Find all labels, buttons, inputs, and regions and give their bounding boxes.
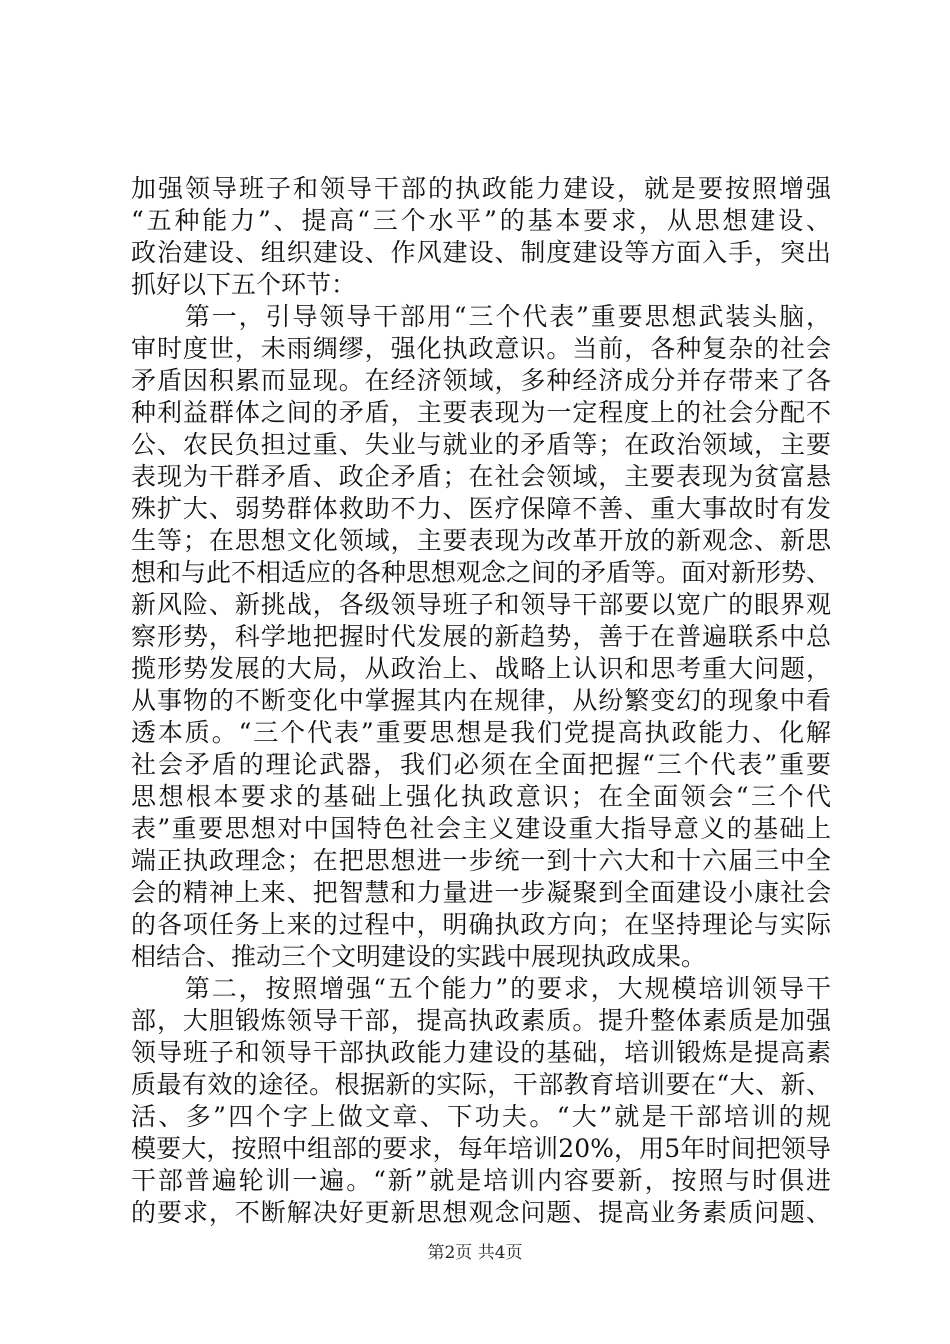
- text-line: 生等；在思想文化领域，主要表现为改革开放的新观念、新思: [131, 526, 831, 555]
- text-line: 第一，引导领导干部用“三个代表”重要思想武装头脑，: [131, 302, 831, 331]
- text-line: 的要求，不断解决好更新思想观念问题、提高业务素质问题、: [131, 1198, 831, 1227]
- text-line: 政治建设、组织建设、作风建设、制度建设等方面入手，突出: [131, 238, 831, 267]
- text-line: 抓好以下五个环节：: [131, 270, 357, 299]
- text-line: 从事物的不断变化中掌握其内在规律，从纷繁变幻的现象中看: [131, 686, 831, 715]
- text-line: 干部普遍轮训一遍。“新”就是培训内容要新，按照与时俱进: [131, 1166, 831, 1195]
- text-line: 矛盾因积累而显现。在经济领域，多种经济成分并存带来了各: [131, 366, 831, 395]
- text-line: 部，大胆锻炼领导干部，提高执政素质。提升整体素质是加强: [131, 1006, 831, 1035]
- text-line: 表现为干群矛盾、政企矛盾；在社会领域，主要表现为贫富悬: [131, 462, 831, 491]
- text-line: 察形势，科学地把握时代发展的新趋势，善于在普遍联系中总: [131, 622, 831, 651]
- text-line: 领导班子和领导干部执政能力建设的基础，培训锻炼是提高素: [131, 1038, 831, 1067]
- text-line: 相结合、推动三个文明建设的实践中展现执政成果。: [131, 942, 707, 971]
- text-line: 活、多”四个字上做文章、下功夫。“大”就是干部培训的规: [131, 1102, 831, 1131]
- text-line: 质最有效的途径。根据新的实际，干部教育培训要在“大、新、: [131, 1070, 831, 1099]
- text-line: 审时度世，未雨绸缪，强化执政意识。当前，各种复杂的社会: [131, 334, 831, 363]
- text-line: “五种能力”、提高“三个水平”的基本要求，从思想建设、: [131, 206, 831, 235]
- text-line: 想和与此不相适应的各种思想观念之间的矛盾等。面对新形势、: [131, 558, 832, 587]
- text-line: 新风险、新挑战，各级领导班子和领导干部要以宽广的眼界观: [131, 590, 831, 619]
- text-line: 种利益群体之间的矛盾，主要表现为一定程度上的社会分配不: [131, 398, 831, 427]
- text-line: 社会矛盾的理论武器，我们必须在全面把握“三个代表”重要: [131, 750, 831, 779]
- text-line: 端正执政理念；在把思想进一步统一到十六大和十六届三中全: [131, 846, 831, 875]
- text-line: 思想根本要求的基础上强化执政意识；在全面领会“三个代: [131, 782, 831, 811]
- document-body: [131, 173, 831, 1229]
- text-line: 公、农民负担过重、失业与就业的矛盾等；在政治领域，主要: [131, 430, 831, 459]
- text-line: 加强领导班子和领导干部的执政能力建设，就是要按照增强: [131, 174, 831, 203]
- text-line: 会的精神上来、把智慧和力量进一步凝聚到全面建设小康社会: [131, 878, 831, 907]
- page-number-footer: 第2页 共4页: [427, 1243, 523, 1263]
- text-line: 透本质。“三个代表”重要思想是我们党提高执政能力、化解: [131, 718, 831, 747]
- text-line: 的各项任务上来的过程中，明确执政方向；在坚持理论与实际: [131, 910, 831, 939]
- text-line: 殊扩大、弱势群体救助不力、医疗保障不善、重大事故时有发: [131, 494, 831, 523]
- text-line: 揽形势发展的大局，从政治上、战略上认识和思考重大问题，: [131, 654, 831, 683]
- text-line: 表”重要思想对中国特色社会主义建设重大指导意义的基础上: [131, 814, 831, 843]
- text-line: 模要大，按照中组部的要求，每年培训20%，用5年时间把领导: [131, 1134, 831, 1163]
- text-line: 第二，按照增强“五个能力”的要求，大规模培训领导干: [131, 974, 831, 1003]
